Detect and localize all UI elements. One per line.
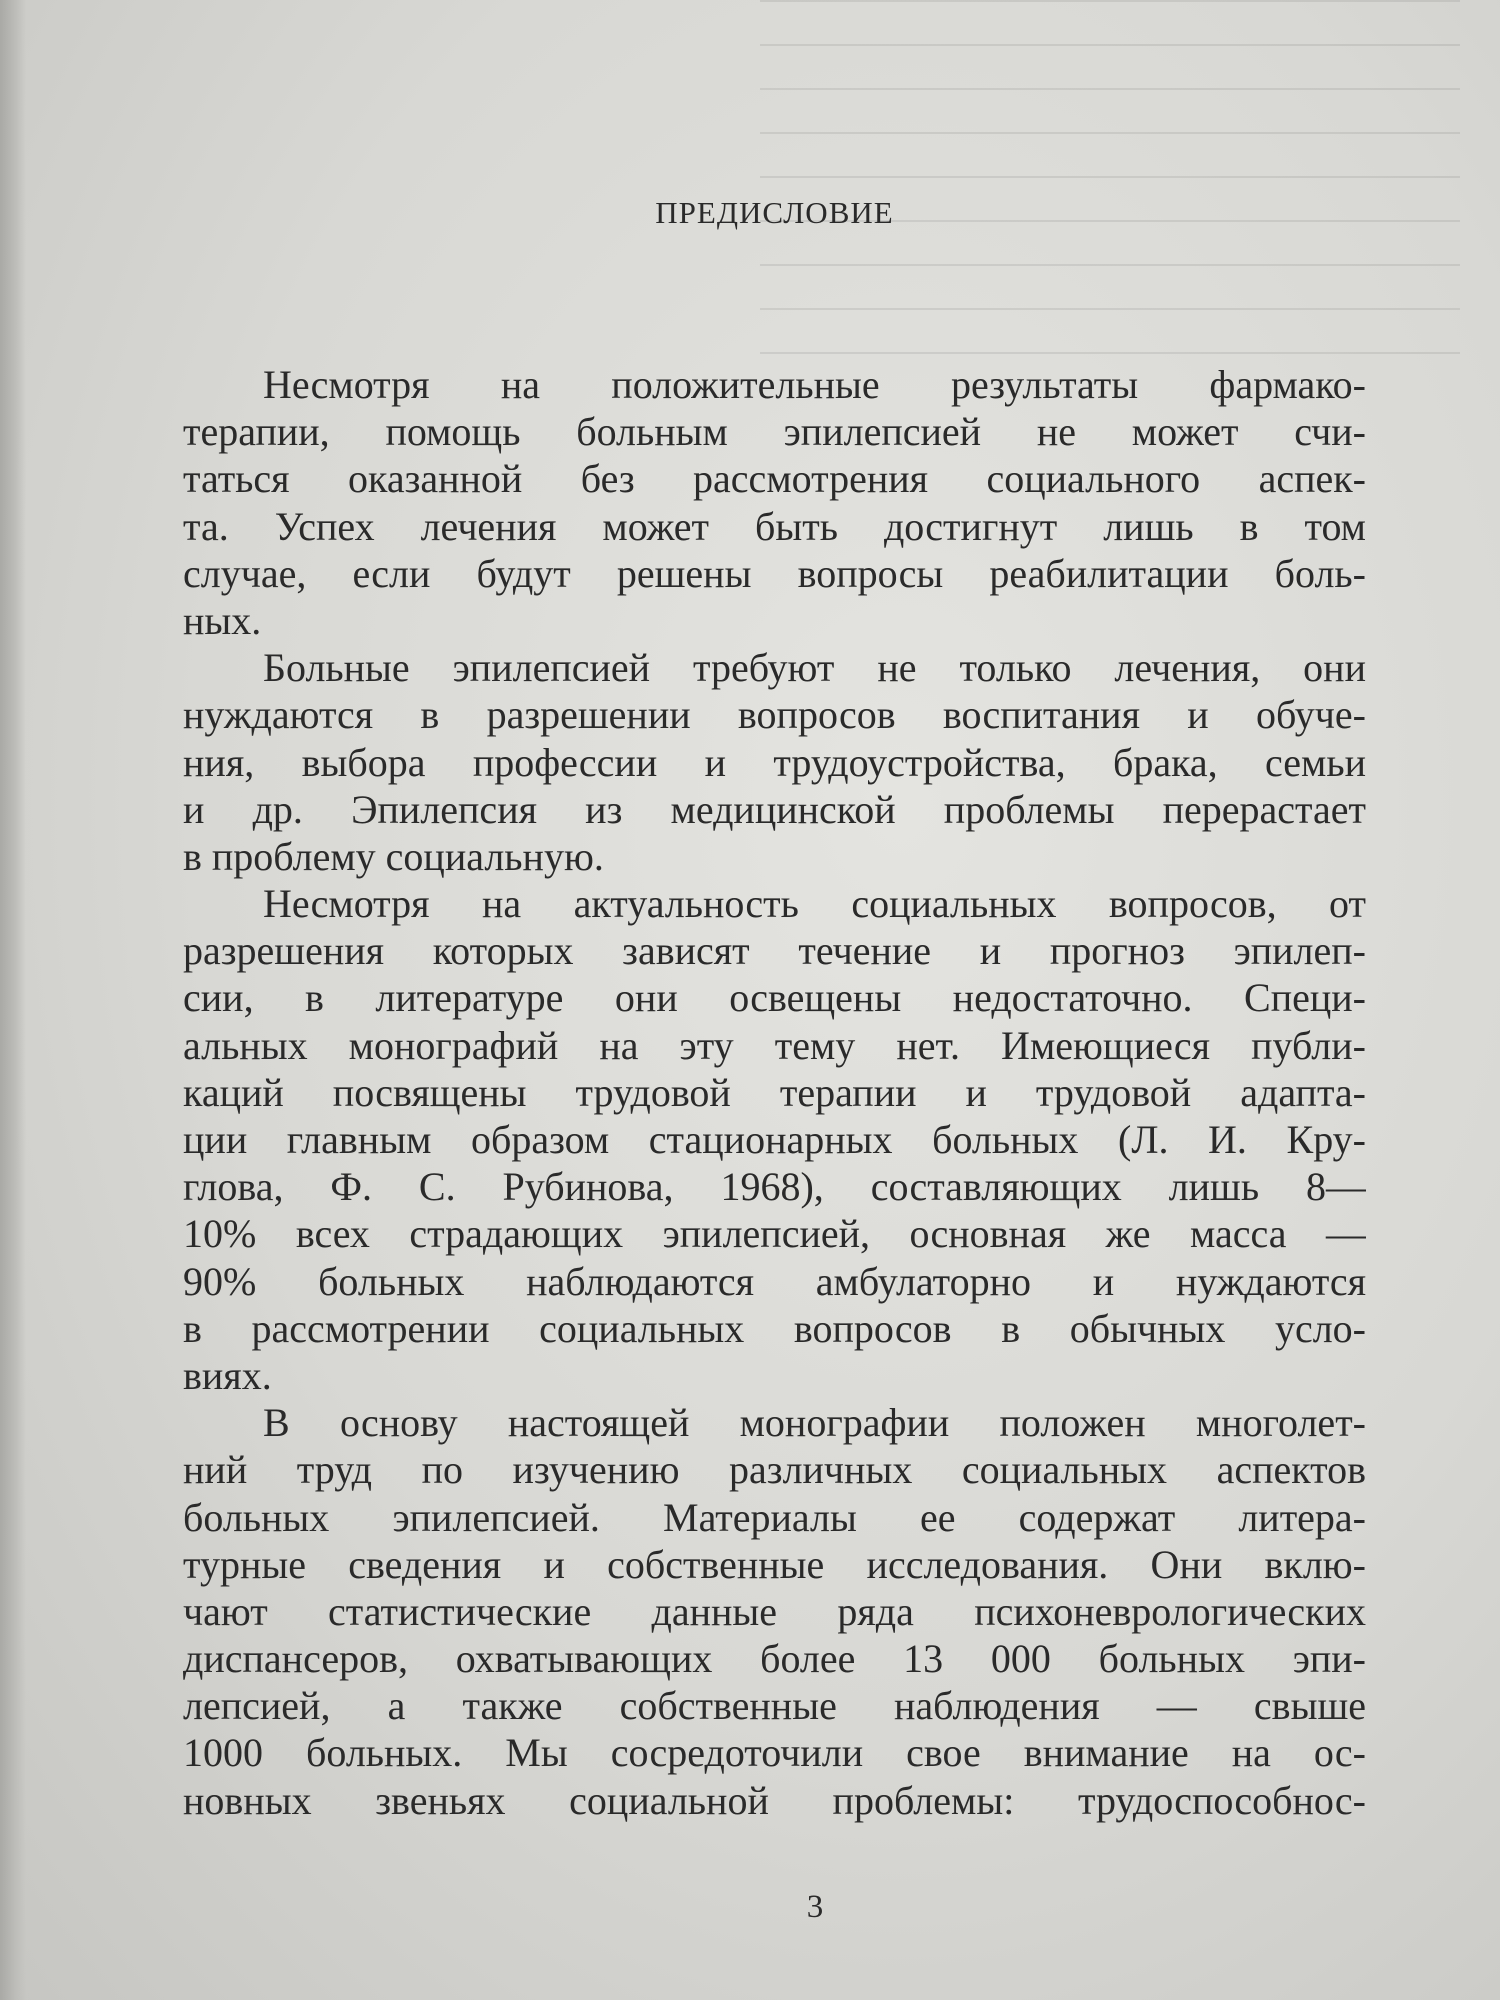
text-line: нуждаются в разрешении вопросов воспитания и обуче-	[183, 692, 1366, 738]
text-line: 1000 больных. Мы сосредоточили свое внимание на ос-	[183, 1730, 1366, 1776]
paragraph	[183, 1399, 1366, 1824]
text-line: Больные эпилепсией требуют не только лечения, они	[263, 645, 1366, 691]
text-line: терапии, помощь больным эпилепсией не может счи-	[183, 409, 1366, 455]
text-line: глова, Ф. С. Рубинова, 1968), составляющих лишь 8—	[183, 1164, 1366, 1210]
text-line: в проблему социальную.	[183, 833, 604, 879]
text-line: альных монографий на эту тему нет. Имеющиеся публи-	[183, 1022, 1366, 1068]
paragraph	[183, 644, 1366, 880]
text-line: каций посвящены трудовой терапии и трудовой адапта-	[183, 1069, 1366, 1115]
text-line: диспансеров, охватывающих более 13 000 больных эпи-	[183, 1636, 1366, 1682]
text-line: сии, в литературе они освещены недостаточно. Специ-	[183, 975, 1366, 1021]
text-line: ния, выбора профессии и трудоустройства, брака, семьи	[183, 739, 1366, 785]
text-line: ний труд по изучению различных социальных аспектов	[183, 1447, 1366, 1493]
text-line: Несмотря на актуальность социальных вопросов, от	[263, 881, 1366, 927]
text-line: лепсией, а также собственные наблюдения — свыше	[183, 1683, 1366, 1729]
text-line: чают статистические данные ряда психоневрологических	[183, 1588, 1366, 1634]
text-line: ции главным образом стационарных больных (Л. И. Кру-	[183, 1117, 1366, 1162]
text-line: таться оказанной без рассмотрения социального аспек-	[183, 456, 1366, 502]
page-title: ПРЕДИСЛОВИЕ	[655, 195, 894, 230]
text-line: ных.	[183, 597, 262, 643]
text-line: больных эпилепсией. Материалы ее содержат литера-	[183, 1494, 1366, 1540]
binding-gutter	[0, 0, 26, 2000]
text-line: В основу настоящей монографии положен многолет-	[263, 1400, 1366, 1446]
text-line: 90% больных наблюдаются амбулаторно и нуждаются	[183, 1258, 1366, 1304]
text-line: турные сведения и собственные исследования. Они вклю-	[183, 1541, 1366, 1587]
paragraph	[183, 880, 1366, 1399]
text-line: та. Успех лечения может быть достигнут лишь в том	[183, 503, 1366, 549]
text-line: 10% всех страдающих эпилепсией, основная же масса —	[183, 1211, 1366, 1257]
text-line: в рассмотрении социальных вопросов в обычных усло-	[183, 1305, 1366, 1351]
paragraph	[183, 361, 1366, 644]
text-line: и др. Эпилепсия из медицинской проблемы перерастает	[183, 786, 1366, 832]
text-line: новных звеньях социальной проблемы: трудоспособнос-	[183, 1777, 1366, 1823]
text-line: Несмотря на положительные результаты фармако-	[263, 362, 1366, 407]
page-number: 3	[806, 1889, 824, 1925]
text-line: случае, если будут решены вопросы реабилитации боль-	[183, 550, 1366, 596]
body-text	[183, 361, 1366, 1824]
text-line: разрешения которых зависят течение и прогноз эпилеп-	[183, 928, 1366, 974]
text-block	[183, 150, 1366, 1824]
text-line: виях.	[183, 1352, 272, 1398]
